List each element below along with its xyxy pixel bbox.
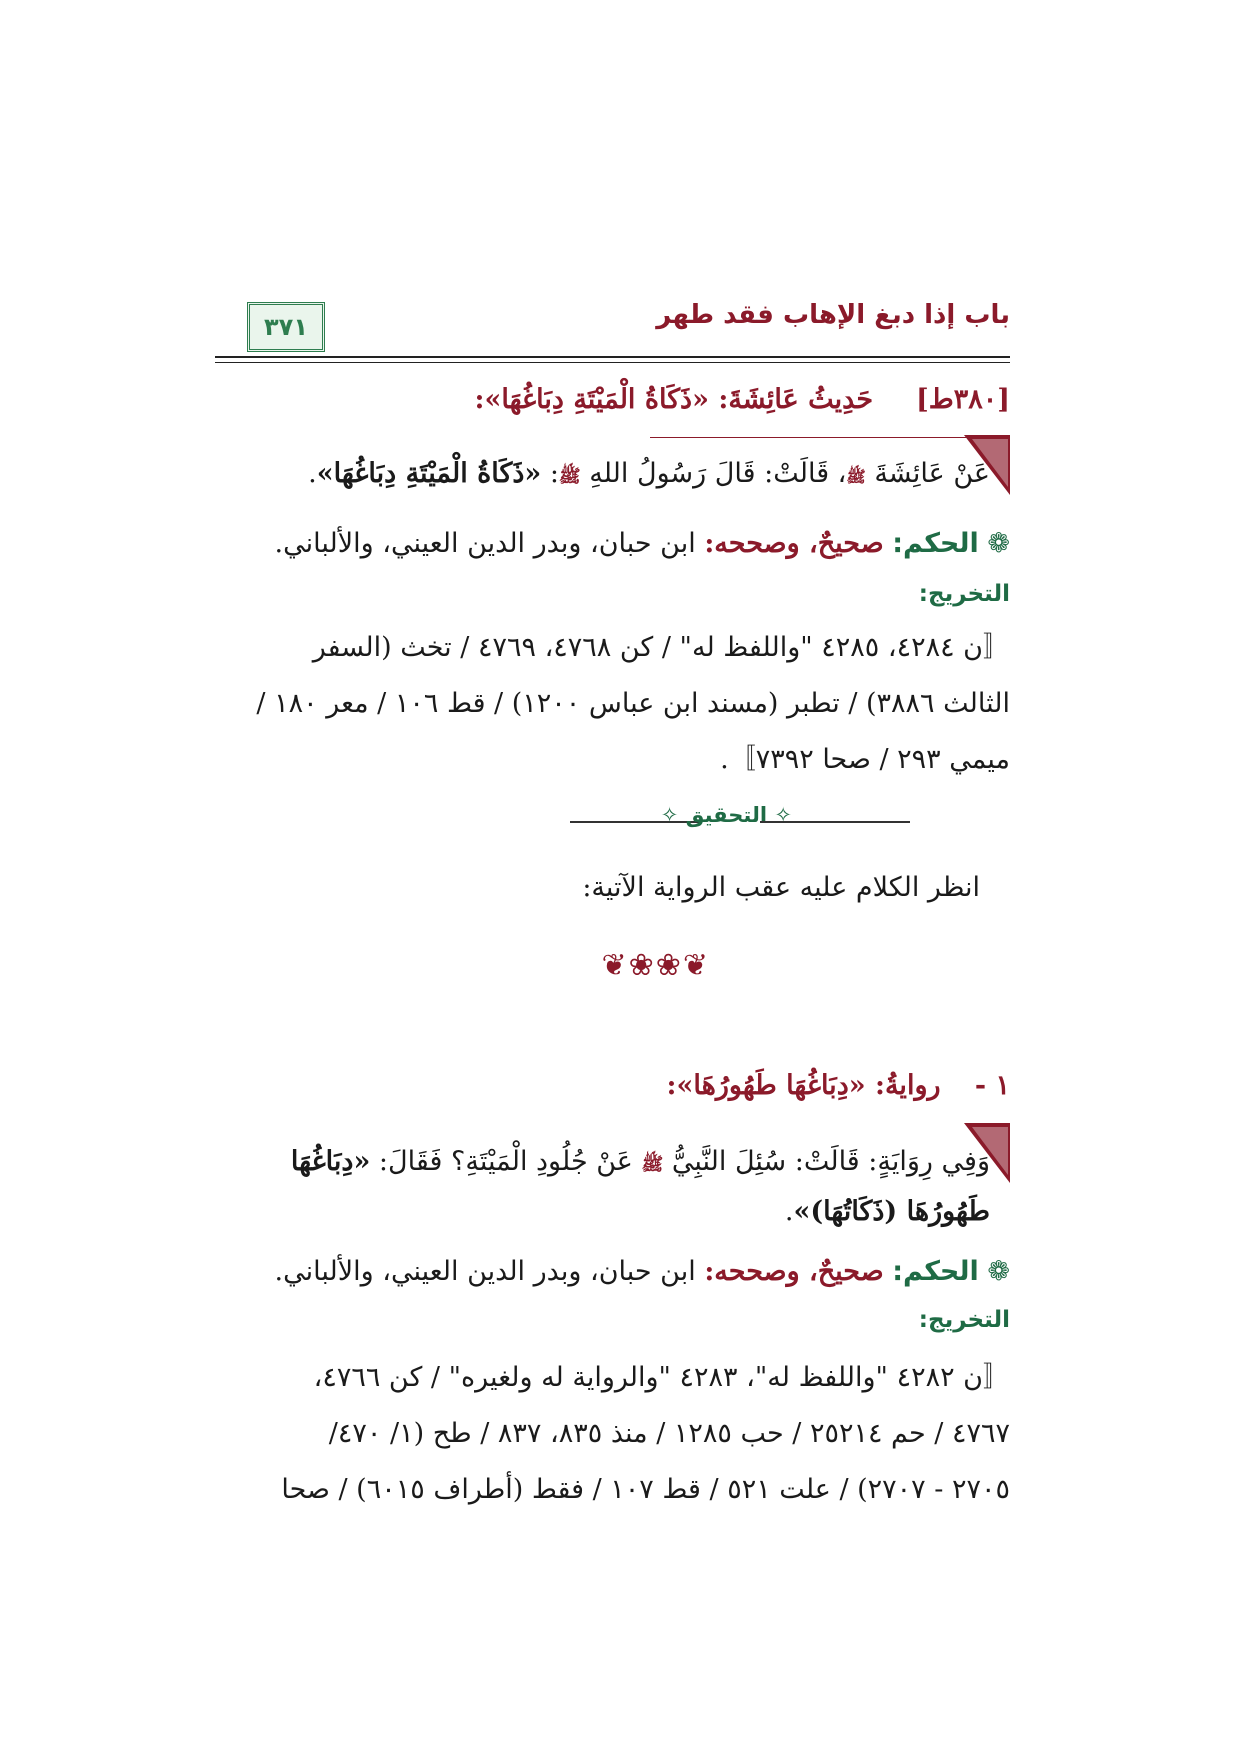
takhrij2-line-2: ٤٧٦٧ / حم ٢٥٢١٤ / حب ١٢٨٥ / منذ ٨٣٥، ٨٣٧ / طح (١/ ٤٧٠/ [328,1418,1010,1449]
page-number-text: ٣٧١ [264,313,308,341]
takhrij-label-2: التخريج: [918,1307,1010,1333]
riwaya-quote-end: طَهُورُهَا (ذَكَاتُهَا)» [793,1196,990,1227]
section-ornament: ❦❀❀❦ [601,948,710,983]
hadith-end: . [308,458,317,489]
header-rule-bottom [215,362,1010,363]
hadith-number: [٣٨٠ط] [915,384,1010,415]
riwaya-end: . [784,1196,794,1227]
riwaya-text-post: عَنْ جُلُودِ الْمَيْتَةِ؟ فَقَالَ: [378,1146,633,1177]
ruling-line-2 [275,1246,1010,1298]
takhrij-line-3: ميمي ٢٩٣ / صحا ٧٣٩٢〛. [720,744,1010,775]
salawat-mark: ﷺ [558,466,581,487]
chapter-title: باب إذا دبغ الإهاب فقد طهر [656,300,1010,330]
riwaya-text-pre: وَفِي رِوَايَةٍ: قَالَتْ: سُئِلَ النَّبِيُّ [671,1146,990,1177]
riwaya-text-line-2 [785,1186,990,1238]
hadith-text-pre: عَنْ عَائِشَةَ [874,458,990,489]
salawat-mark: ﷺ [641,1154,664,1175]
divider-line [650,437,970,438]
takhrij-label: التخريج: [918,581,1010,607]
ruling-status: صحيحٌ، وصححه: [704,1256,884,1287]
flower-icon: ❁ [987,1256,1010,1287]
riwaya-quote-start: «دِبَاغُهَا [290,1146,371,1177]
hadith-title: حَدِيثُ عَائِشَةَ: «ذَكَاةُ الْمَيْتَةِ دِبَاغُهَا»: [474,384,874,415]
hadith-quote: «ذَكَاةُ الْمَيْتَةِ دِبَاغُهَا» [316,458,542,489]
tahqiq-heading [661,803,792,827]
tahqiq-label: التحقيق [685,803,768,827]
ruling-line [275,518,1010,570]
tahqiq-rule-left [760,821,910,823]
takhrij-line-2: الثالث ٣٨٨٦) / تطبر (مسند ابن عباس ١٢٠٠) / قط ١٠٦ / معر ١٨٠ / [256,688,1010,719]
takhrij2-line-1: 〚ن ٤٢٨٢ "واللفظ له"، ٤٢٨٣ "والرواية له ولغيره" / كن ٤٧٦٦، [313,1362,1010,1393]
riwaya-text-line-1 [215,1136,990,1191]
hadith-text-mid: ، قَالَتْ: قَالَ رَسُولُ اللهِ [589,458,847,489]
header-rule-top [215,356,1010,358]
flower-icon: ❁ [987,528,1010,559]
ruling-status: صحيحٌ، وصححه: [704,528,884,559]
takhrij-line-1: 〚ن ٤٢٨٤، ٤٢٨٥ "واللفظ له" / كن ٤٧٦٨، ٤٧٦٩ / تخث (السفر [312,632,1010,663]
ruling-label: الحكم: [892,1256,979,1287]
riwaya-title: روايةُ: «دِبَاغُهَا طَهُورُهَا»: [666,1070,941,1101]
page-number [247,302,325,352]
ruling-text: ابن حبان، وبدر الدين العيني، والألباني. [274,528,696,559]
hadith-colon: : [549,458,559,489]
hadith-heading [475,374,1010,426]
tahqiq-ornament-icon: ✧ [660,803,679,827]
honorific-mark: ﷺ [846,467,866,486]
riwaya-heading [667,1060,1010,1112]
riwaya-number: ١ - [974,1070,1010,1101]
tahqiq-text: انظر الكلام عليه عقب الرواية الآتية: [582,872,980,903]
ruling-label: الحكم: [892,528,979,559]
tahqiq-ornament-icon: ✧ [774,803,792,827]
ruling-text: ابن حبان، وبدر الدين العيني، والألباني. [274,1256,696,1287]
takhrij2-line-3: ٢٧٠٥ - ٢٧٠٧) / علت ٥٢١ / قط ١٠٧ / فقط (أطراف ٦٠١٥) / صحا [281,1474,1010,1505]
hadith-text [308,448,990,503]
